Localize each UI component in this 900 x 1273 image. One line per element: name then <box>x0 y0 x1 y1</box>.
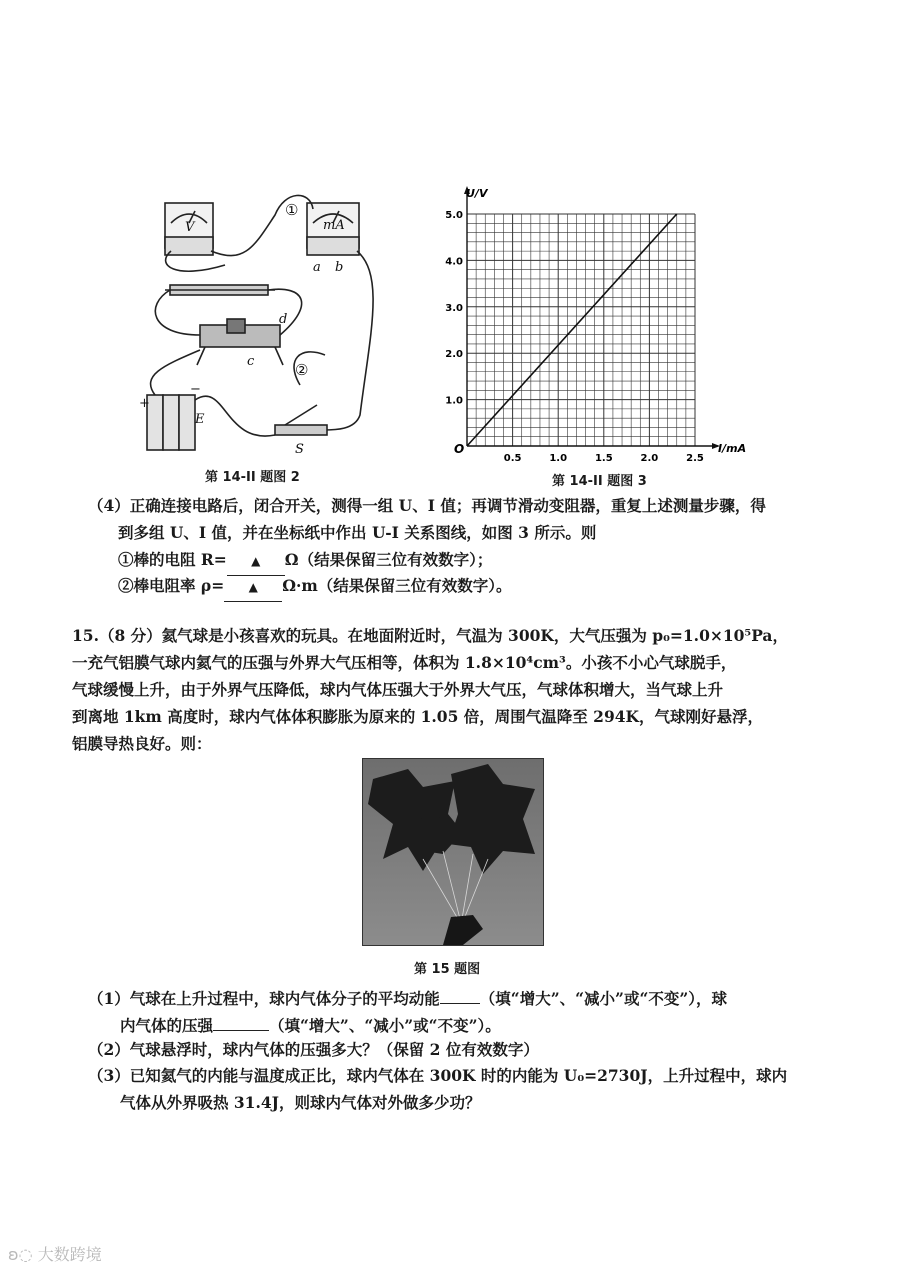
balloon-photo <box>362 758 544 946</box>
battery-icon <box>147 395 195 450</box>
watermark <box>8 1242 102 1265</box>
q15-line3: 气球缓慢上升，由于外界气压降低，球内气体压强大于外界大气压，气球体积增大，当气球上升 <box>72 680 724 699</box>
answer-blank-kinetic <box>440 1003 480 1004</box>
chart-grid <box>467 214 695 446</box>
q14-4-sub2 <box>118 572 512 602</box>
x-axis-label: I/mA <box>718 442 747 455</box>
u-i-chart <box>440 180 760 465</box>
watermark-text: 大数跨境 <box>37 1245 102 1264</box>
x-tick-label: 1.5 <box>594 453 613 464</box>
terminal-b: b <box>335 260 344 275</box>
voltmeter-label: V <box>185 220 195 235</box>
battery-label: E <box>195 412 205 427</box>
origin-label: O <box>454 442 465 456</box>
answer-blank-r: ▲ <box>251 554 261 568</box>
q14-4-sub2-suffix: Ω·m（结果保留三位有效数字）。 <box>282 576 512 595</box>
x-tick-label: 1.0 <box>549 453 568 464</box>
resistance-rod-icon <box>165 285 275 295</box>
q14-4-sub1-prefix: ①棒的电阻 R= <box>118 550 227 569</box>
u-i-line <box>467 214 677 446</box>
terminal-c: c <box>247 354 255 369</box>
switch-label: S <box>295 442 304 457</box>
figure-2-caption: 第 14-II 题图 2 <box>205 470 300 485</box>
chart-series <box>467 214 677 446</box>
y-tick-label: 2.0 <box>445 349 463 361</box>
q14-4-line2: 到多组 U、I 值，并在坐标纸中作出 U-I 关系图线，如图 3 所示。则 <box>118 523 597 542</box>
q15-line1: 15.（8 分）氦气球是小孩喜欢的玩具。在地面附近时，气温为 300K，大气压强为 p₀=1.0×10⁵Pa， <box>72 626 788 645</box>
switch-icon <box>275 405 327 435</box>
y-tick-label: 3.0 <box>445 302 463 314</box>
answer-blank-rho: ▲ <box>248 580 258 594</box>
q15-sub1-line1 <box>88 985 727 1013</box>
q15-sub2: （2）气球悬浮时，球内气体的压强多大？（保留 2 位有效数字） <box>88 1040 539 1059</box>
q15-sub1-c: 内气体的压强 <box>120 1016 214 1035</box>
milliammeter-label: mA <box>323 218 345 233</box>
x-tick-label: 2.0 <box>640 453 659 464</box>
chart-axes <box>464 186 720 449</box>
plus-sign: + <box>139 396 150 411</box>
y-axis-label: U/V <box>466 187 488 200</box>
y-tick-label: 4.0 <box>445 256 463 268</box>
q15-sub3-line2: 气体从外界吸热 31.4J，则球内气体对外做多少功？ <box>120 1093 481 1112</box>
q15-sub3-line1: （3）已知氦气的内能与温度成正比，球内气体在 300K 时的内能为 U₀=2730J，上升过程中，球内 <box>88 1066 788 1085</box>
watermark-logo-icon: ʚ◌ <box>8 1245 33 1264</box>
q14-4-sub1-suffix: Ω（结果保留三位有效数字）； <box>284 550 493 569</box>
q15-line2: 一充气铝膜气球内氦气的压强与外界大气压相等，体积为 1.8×10⁴cm³。小孩不小心气球脱手， <box>72 653 737 672</box>
q15-sub1-a: （1）气球在上升过程中，球内气体分子的平均动能 <box>88 989 440 1008</box>
chart-ticks <box>445 210 704 464</box>
terminal-d: d <box>279 312 288 327</box>
x-tick-label: 2.5 <box>686 453 704 464</box>
q15-photo-caption: 第 15 题图 <box>414 962 481 977</box>
terminal-a: a <box>313 260 321 275</box>
minus-sign: − <box>190 382 201 397</box>
answer-blank-pressure <box>213 1030 269 1031</box>
q15-sub1-b: （填“增大”、“减小”或“不变”），球 <box>479 989 728 1008</box>
q14-4-sub2-prefix: ②棒电阻率 ρ= <box>118 576 225 595</box>
y-tick-label: 1.0 <box>445 395 463 407</box>
q15-sub1-d: （填“增大”、“减小”或“不变”）。 <box>269 1016 501 1035</box>
q14-4-line1: （4）正确连接电路后，闭合开关，测得一组 U、I 值；再调节滑动变阻器，重复上述测量步骤，得 <box>88 496 766 515</box>
wire-2-label: ② <box>295 361 309 379</box>
q15-line4: 到离地 1km 高度时，球内气体体积膨胀为原来的 1.05 倍，周围气温降至 294K，气球刚好悬浮， <box>72 707 763 726</box>
circuit-diagram <box>135 185 395 460</box>
rheostat-icon <box>197 319 283 365</box>
figure-3-caption: 第 14-II 题图 3 <box>552 474 647 489</box>
wire-1-label: ① <box>285 201 299 219</box>
q15-line5: 铝膜导热良好。则： <box>72 734 212 753</box>
x-tick-label: 0.5 <box>503 453 522 464</box>
y-tick-label: 5.0 <box>445 210 463 221</box>
